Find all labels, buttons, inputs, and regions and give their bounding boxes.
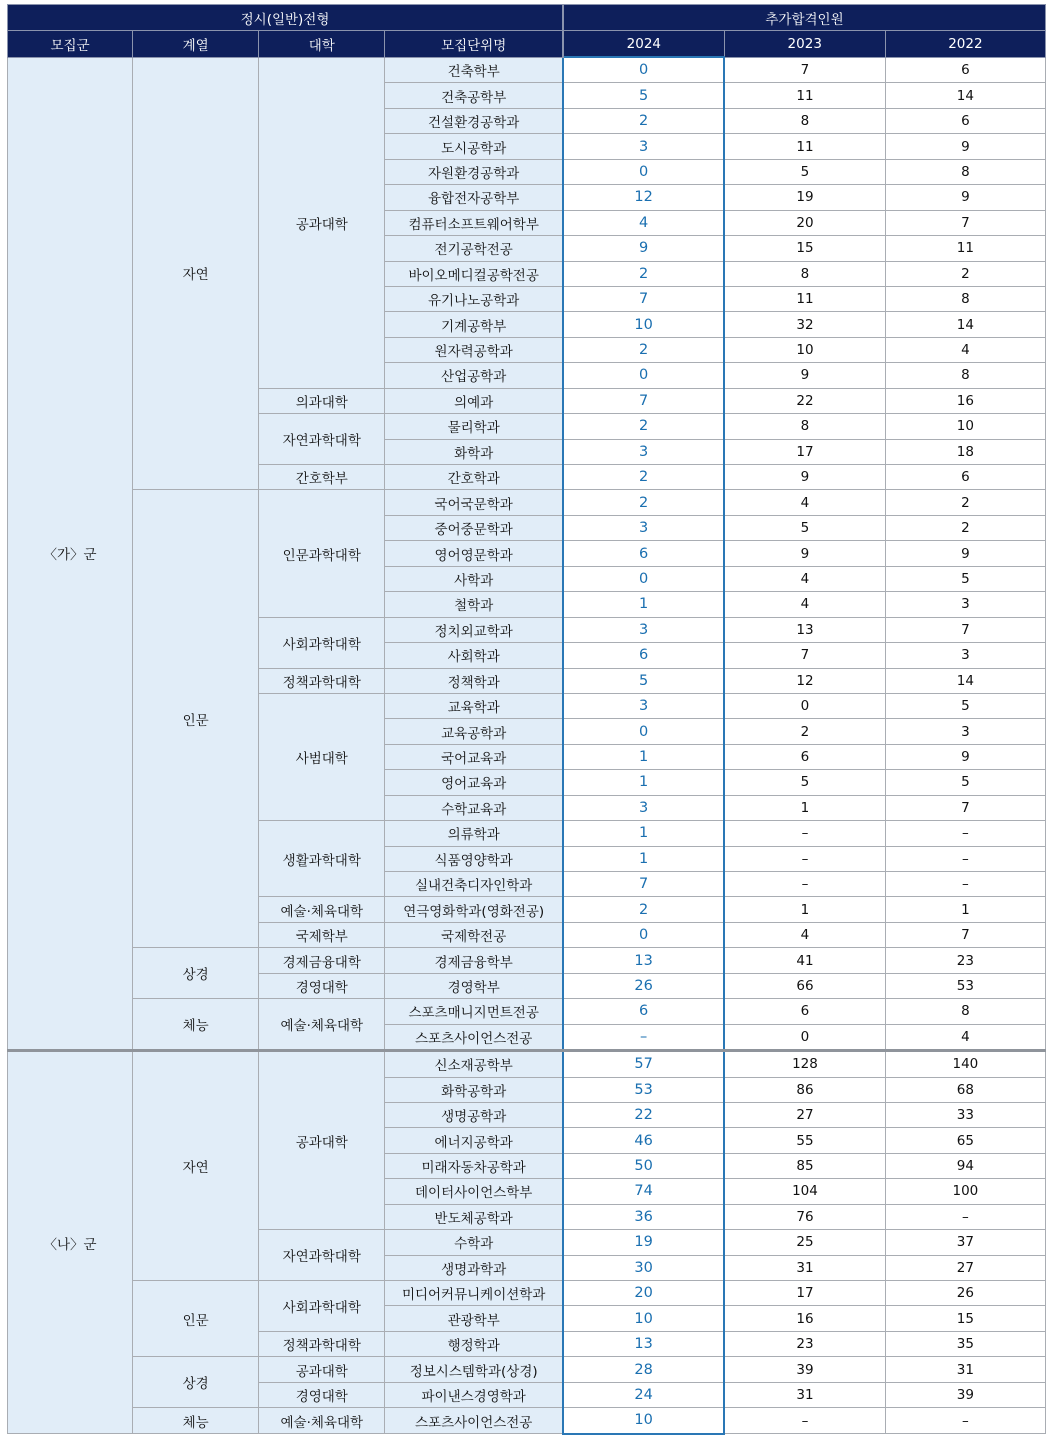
count-2023: 27 bbox=[724, 1102, 885, 1127]
count-2024: – bbox=[563, 1024, 724, 1050]
count-2023: 104 bbox=[724, 1179, 885, 1204]
count-2023: 8 bbox=[724, 414, 885, 439]
count-2023: 6 bbox=[724, 744, 885, 769]
unit-cell: 미래자동차공학과 bbox=[385, 1153, 563, 1178]
college-cell: 정책과학대학 bbox=[259, 1331, 385, 1356]
count-2023: 7 bbox=[724, 643, 885, 668]
count-2022: 7 bbox=[885, 210, 1045, 235]
count-2024: 13 bbox=[563, 1331, 724, 1356]
unit-cell: 건설환경공학과 bbox=[385, 108, 563, 133]
count-2024: 19 bbox=[563, 1230, 724, 1255]
count-2024: 6 bbox=[563, 541, 724, 566]
count-2022: 7 bbox=[885, 617, 1045, 642]
count-2024: 1 bbox=[563, 770, 724, 795]
unit-cell: 스포츠사이언스전공 bbox=[385, 1024, 563, 1050]
count-2023: 4 bbox=[724, 566, 885, 591]
count-2023: 16 bbox=[724, 1306, 885, 1331]
unit-cell: 정보시스템학과(상경) bbox=[385, 1357, 563, 1382]
count-2024: 3 bbox=[563, 617, 724, 642]
count-2023: 5 bbox=[724, 159, 885, 184]
count-2024: 2 bbox=[563, 108, 724, 133]
count-2022: 7 bbox=[885, 795, 1045, 820]
count-2022: 6 bbox=[885, 465, 1045, 490]
count-2022: 8 bbox=[885, 363, 1045, 388]
header-additional-count: 추가합격인원 bbox=[563, 5, 1045, 31]
count-2022: 31 bbox=[885, 1357, 1045, 1382]
count-2023: 9 bbox=[724, 465, 885, 490]
track-cell: 인문 bbox=[133, 490, 259, 948]
count-2023: 128 bbox=[724, 1051, 885, 1077]
count-2023: 13 bbox=[724, 617, 885, 642]
count-2023: 15 bbox=[724, 236, 885, 261]
college-cell: 생활과학대학 bbox=[259, 821, 385, 897]
unit-cell: 스포츠매니지먼트전공 bbox=[385, 999, 563, 1024]
count-2024: 3 bbox=[563, 134, 724, 159]
count-2023: 76 bbox=[724, 1204, 885, 1229]
count-2022: 26 bbox=[885, 1281, 1045, 1306]
college-cell: 간호학부 bbox=[259, 465, 385, 490]
college-cell: 사범대학 bbox=[259, 693, 385, 820]
table-row bbox=[8, 490, 1046, 515]
table-row bbox=[8, 57, 1046, 83]
unit-cell: 화학과 bbox=[385, 439, 563, 464]
count-2022: 6 bbox=[885, 108, 1045, 133]
count-2022: 8 bbox=[885, 286, 1045, 311]
unit-cell: 교육공학과 bbox=[385, 719, 563, 744]
unit-cell: 반도체공학과 bbox=[385, 1204, 563, 1229]
count-2022: 14 bbox=[885, 83, 1045, 108]
count-2022: 35 bbox=[885, 1331, 1045, 1356]
count-2024: 3 bbox=[563, 693, 724, 718]
unit-cell: 건축공학부 bbox=[385, 83, 563, 108]
track-cell: 체능 bbox=[133, 999, 259, 1051]
unit-cell: 에너지공학과 bbox=[385, 1128, 563, 1153]
count-2022: 53 bbox=[885, 973, 1045, 998]
count-2024: 2 bbox=[563, 261, 724, 286]
count-2023: 31 bbox=[724, 1382, 885, 1407]
unit-cell: 컴퓨터소프트웨어학부 bbox=[385, 210, 563, 235]
unit-cell: 의예과 bbox=[385, 388, 563, 413]
count-2023: 17 bbox=[724, 439, 885, 464]
unit-cell: 데이터사이언스학부 bbox=[385, 1179, 563, 1204]
count-2022: 10 bbox=[885, 414, 1045, 439]
count-2024: 13 bbox=[563, 948, 724, 973]
unit-cell: 산업공학과 bbox=[385, 363, 563, 388]
college-cell: 인문과학대학 bbox=[259, 490, 385, 617]
unit-cell: 관광학부 bbox=[385, 1306, 563, 1331]
count-2023: 11 bbox=[724, 83, 885, 108]
unit-cell: 스포츠사이언스전공 bbox=[385, 1408, 563, 1434]
count-2023: – bbox=[724, 872, 885, 897]
table-row bbox=[8, 1408, 1046, 1434]
count-2024: 0 bbox=[563, 719, 724, 744]
count-2024: 0 bbox=[563, 57, 724, 83]
count-2022: 8 bbox=[885, 999, 1045, 1024]
unit-cell: 사학과 bbox=[385, 566, 563, 591]
count-2022: 33 bbox=[885, 1102, 1045, 1127]
count-2022: 16 bbox=[885, 388, 1045, 413]
count-2023: 5 bbox=[724, 515, 885, 540]
count-2022: 37 bbox=[885, 1230, 1045, 1255]
unit-cell: 국어국문학과 bbox=[385, 490, 563, 515]
count-2023: 66 bbox=[724, 973, 885, 998]
count-2024: 2 bbox=[563, 897, 724, 922]
count-2022: 5 bbox=[885, 693, 1045, 718]
track-cell: 자연 bbox=[133, 57, 259, 490]
unit-cell: 바이오메디컬공학전공 bbox=[385, 261, 563, 286]
count-2024: 1 bbox=[563, 744, 724, 769]
group-cell: 〈가〉군 bbox=[8, 57, 133, 1051]
count-2023: 55 bbox=[724, 1128, 885, 1153]
header-admission-type: 정시(일반)전형 bbox=[8, 5, 564, 31]
unit-cell: 국제학전공 bbox=[385, 922, 563, 947]
count-2023: 23 bbox=[724, 1331, 885, 1356]
track-cell: 체능 bbox=[133, 1408, 259, 1434]
count-2022: 2 bbox=[885, 261, 1045, 286]
count-2024: 2 bbox=[563, 337, 724, 362]
count-2023: 41 bbox=[724, 948, 885, 973]
count-2024: 46 bbox=[563, 1128, 724, 1153]
unit-cell: 경제금융학부 bbox=[385, 948, 563, 973]
count-2022: – bbox=[885, 846, 1045, 871]
count-2024: 2 bbox=[563, 414, 724, 439]
count-2022: 94 bbox=[885, 1153, 1045, 1178]
count-2024: 57 bbox=[563, 1051, 724, 1077]
count-2024: 4 bbox=[563, 210, 724, 235]
unit-cell: 신소재공학부 bbox=[385, 1051, 563, 1077]
count-2022: 27 bbox=[885, 1255, 1045, 1280]
header-unit: 모집단위명 bbox=[385, 31, 563, 58]
unit-cell: 정치외교학과 bbox=[385, 617, 563, 642]
count-2023: 39 bbox=[724, 1357, 885, 1382]
count-2024: 12 bbox=[563, 185, 724, 210]
group-cell: 〈나〉군 bbox=[8, 1051, 133, 1434]
count-2024: 0 bbox=[563, 159, 724, 184]
count-2024: 3 bbox=[563, 795, 724, 820]
count-2024: 10 bbox=[563, 1306, 724, 1331]
count-2022: 18 bbox=[885, 439, 1045, 464]
count-2023: – bbox=[724, 1408, 885, 1434]
unit-cell: 사회학과 bbox=[385, 643, 563, 668]
count-2023: 6 bbox=[724, 999, 885, 1024]
count-2024: 10 bbox=[563, 312, 724, 337]
count-2023: 85 bbox=[724, 1153, 885, 1178]
count-2023: 4 bbox=[724, 592, 885, 617]
unit-cell: 수학교육과 bbox=[385, 795, 563, 820]
count-2022: 9 bbox=[885, 541, 1045, 566]
college-cell: 공과대학 bbox=[259, 57, 385, 388]
count-2023: 22 bbox=[724, 388, 885, 413]
college-cell: 사회과학대학 bbox=[259, 1281, 385, 1332]
unit-cell: 의류학과 bbox=[385, 821, 563, 846]
college-cell: 공과대학 bbox=[259, 1051, 385, 1230]
unit-cell: 영어교육과 bbox=[385, 770, 563, 795]
count-2024: 30 bbox=[563, 1255, 724, 1280]
count-2022: – bbox=[885, 1408, 1045, 1434]
unit-cell: 건축학부 bbox=[385, 57, 563, 83]
table-row bbox=[8, 1281, 1046, 1306]
count-2023: 4 bbox=[724, 490, 885, 515]
count-2023: 9 bbox=[724, 363, 885, 388]
header-row-top bbox=[8, 5, 1046, 31]
unit-cell: 영어영문학과 bbox=[385, 541, 563, 566]
count-2023: 86 bbox=[724, 1077, 885, 1102]
count-2022: 14 bbox=[885, 312, 1045, 337]
count-2022: – bbox=[885, 872, 1045, 897]
count-2022: 23 bbox=[885, 948, 1045, 973]
count-2024: 36 bbox=[563, 1204, 724, 1229]
unit-cell: 국어교육과 bbox=[385, 744, 563, 769]
count-2024: 3 bbox=[563, 515, 724, 540]
track-cell: 인문 bbox=[133, 1281, 259, 1357]
count-2023: 7 bbox=[724, 57, 885, 83]
count-2024: 7 bbox=[563, 286, 724, 311]
count-2024: 1 bbox=[563, 592, 724, 617]
unit-cell: 도시공학과 bbox=[385, 134, 563, 159]
count-2024: 6 bbox=[563, 999, 724, 1024]
unit-cell: 생명공학과 bbox=[385, 1102, 563, 1127]
college-cell: 정책과학대학 bbox=[259, 668, 385, 693]
table-row bbox=[8, 1357, 1046, 1382]
header-year-2023: 2023 bbox=[724, 31, 885, 58]
unit-cell: 간호학과 bbox=[385, 465, 563, 490]
count-2024: 28 bbox=[563, 1357, 724, 1382]
count-2022: 4 bbox=[885, 337, 1045, 362]
unit-cell: 원자력공학과 bbox=[385, 337, 563, 362]
college-cell: 예술·체육대학 bbox=[259, 897, 385, 922]
unit-cell: 정책학과 bbox=[385, 668, 563, 693]
track-cell: 상경 bbox=[133, 1357, 259, 1408]
count-2022: 8 bbox=[885, 159, 1045, 184]
count-2022: 3 bbox=[885, 643, 1045, 668]
unit-cell: 연극영화학과(영화전공) bbox=[385, 897, 563, 922]
unit-cell: 교육학과 bbox=[385, 693, 563, 718]
count-2022: 7 bbox=[885, 922, 1045, 947]
count-2023: 12 bbox=[724, 668, 885, 693]
college-cell: 공과대학 bbox=[259, 1357, 385, 1382]
count-2023: – bbox=[724, 821, 885, 846]
count-2024: 1 bbox=[563, 846, 724, 871]
unit-cell: 경영학부 bbox=[385, 973, 563, 998]
count-2023: 11 bbox=[724, 286, 885, 311]
unit-cell: 융합전자공학부 bbox=[385, 185, 563, 210]
college-cell: 자연과학대학 bbox=[259, 414, 385, 465]
count-2022: – bbox=[885, 821, 1045, 846]
unit-cell: 실내건축디자인학과 bbox=[385, 872, 563, 897]
table-body bbox=[8, 57, 1046, 1434]
count-2022: – bbox=[885, 1204, 1045, 1229]
count-2023: 1 bbox=[724, 795, 885, 820]
college-cell: 국제학부 bbox=[259, 922, 385, 947]
count-2022: 65 bbox=[885, 1128, 1045, 1153]
college-cell: 경영대학 bbox=[259, 973, 385, 998]
count-2024: 20 bbox=[563, 1281, 724, 1306]
count-2023: 10 bbox=[724, 337, 885, 362]
count-2023: 19 bbox=[724, 185, 885, 210]
admission-table-container bbox=[7, 4, 1046, 1435]
count-2022: 68 bbox=[885, 1077, 1045, 1102]
count-2022: 100 bbox=[885, 1179, 1045, 1204]
count-2023: 11 bbox=[724, 134, 885, 159]
count-2022: 9 bbox=[885, 134, 1045, 159]
count-2024: 3 bbox=[563, 439, 724, 464]
table-row bbox=[8, 999, 1046, 1024]
count-2024: 53 bbox=[563, 1077, 724, 1102]
count-2023: 31 bbox=[724, 1255, 885, 1280]
table-row bbox=[8, 948, 1046, 973]
unit-cell: 미디어커뮤니케이션학과 bbox=[385, 1281, 563, 1306]
count-2023: 20 bbox=[724, 210, 885, 235]
count-2024: 9 bbox=[563, 236, 724, 261]
unit-cell: 행정학과 bbox=[385, 1331, 563, 1356]
count-2022: 14 bbox=[885, 668, 1045, 693]
unit-cell: 중어중문학과 bbox=[385, 515, 563, 540]
count-2022: 5 bbox=[885, 566, 1045, 591]
count-2022: 2 bbox=[885, 515, 1045, 540]
college-cell: 예술·체육대학 bbox=[259, 1408, 385, 1434]
college-cell: 예술·체육대학 bbox=[259, 999, 385, 1051]
count-2023: – bbox=[724, 846, 885, 871]
unit-cell: 식품영양학과 bbox=[385, 846, 563, 871]
count-2022: 4 bbox=[885, 1024, 1045, 1050]
count-2022: 9 bbox=[885, 744, 1045, 769]
count-2024: 24 bbox=[563, 1382, 724, 1407]
header-college: 대학 bbox=[259, 31, 385, 58]
header-track: 계열 bbox=[133, 31, 259, 58]
header-row-columns bbox=[8, 31, 1046, 58]
track-cell: 자연 bbox=[133, 1051, 259, 1281]
count-2023: 17 bbox=[724, 1281, 885, 1306]
header-year-2022: 2022 bbox=[885, 31, 1045, 58]
unit-cell: 파이낸스경영학과 bbox=[385, 1382, 563, 1407]
college-cell: 의과대학 bbox=[259, 388, 385, 413]
count-2023: 2 bbox=[724, 719, 885, 744]
header-year-2024: 2024 bbox=[563, 31, 724, 58]
count-2024: 5 bbox=[563, 668, 724, 693]
college-cell: 자연과학대학 bbox=[259, 1230, 385, 1281]
track-cell: 상경 bbox=[133, 948, 259, 999]
count-2023: 0 bbox=[724, 693, 885, 718]
college-cell: 경영대학 bbox=[259, 1382, 385, 1407]
unit-cell: 자원환경공학과 bbox=[385, 159, 563, 184]
count-2022: 5 bbox=[885, 770, 1045, 795]
count-2023: 8 bbox=[724, 261, 885, 286]
count-2022: 1 bbox=[885, 897, 1045, 922]
count-2022: 2 bbox=[885, 490, 1045, 515]
college-cell: 경제금융대학 bbox=[259, 948, 385, 973]
count-2022: 6 bbox=[885, 57, 1045, 83]
count-2024: 74 bbox=[563, 1179, 724, 1204]
count-2023: 1 bbox=[724, 897, 885, 922]
count-2022: 15 bbox=[885, 1306, 1045, 1331]
count-2023: 32 bbox=[724, 312, 885, 337]
count-2023: 5 bbox=[724, 770, 885, 795]
count-2024: 7 bbox=[563, 872, 724, 897]
count-2024: 26 bbox=[563, 973, 724, 998]
header-group: 모집군 bbox=[8, 31, 133, 58]
unit-cell: 물리학과 bbox=[385, 414, 563, 439]
count-2023: 25 bbox=[724, 1230, 885, 1255]
count-2024: 0 bbox=[563, 363, 724, 388]
count-2024: 2 bbox=[563, 490, 724, 515]
count-2023: 4 bbox=[724, 922, 885, 947]
unit-cell: 기계공학부 bbox=[385, 312, 563, 337]
unit-cell: 철학과 bbox=[385, 592, 563, 617]
count-2024: 50 bbox=[563, 1153, 724, 1178]
count-2024: 7 bbox=[563, 388, 724, 413]
count-2024: 0 bbox=[563, 922, 724, 947]
count-2023: 0 bbox=[724, 1024, 885, 1050]
count-2022: 3 bbox=[885, 592, 1045, 617]
unit-cell: 수학과 bbox=[385, 1230, 563, 1255]
count-2024: 2 bbox=[563, 465, 724, 490]
count-2022: 9 bbox=[885, 185, 1045, 210]
college-cell: 사회과학대학 bbox=[259, 617, 385, 668]
count-2023: 9 bbox=[724, 541, 885, 566]
count-2024: 22 bbox=[563, 1102, 724, 1127]
unit-cell: 유기나노공학과 bbox=[385, 286, 563, 311]
unit-cell: 전기공학전공 bbox=[385, 236, 563, 261]
count-2023: 8 bbox=[724, 108, 885, 133]
count-2024: 0 bbox=[563, 566, 724, 591]
count-2024: 6 bbox=[563, 643, 724, 668]
unit-cell: 생명과학과 bbox=[385, 1255, 563, 1280]
count-2022: 3 bbox=[885, 719, 1045, 744]
table-row bbox=[8, 1051, 1046, 1077]
unit-cell: 화학공학과 bbox=[385, 1077, 563, 1102]
count-2022: 140 bbox=[885, 1051, 1045, 1077]
count-2022: 39 bbox=[885, 1382, 1045, 1407]
additional-admission-table bbox=[7, 4, 1046, 1435]
count-2022: 11 bbox=[885, 236, 1045, 261]
count-2024: 5 bbox=[563, 83, 724, 108]
count-2024: 10 bbox=[563, 1408, 724, 1434]
count-2024: 1 bbox=[563, 821, 724, 846]
